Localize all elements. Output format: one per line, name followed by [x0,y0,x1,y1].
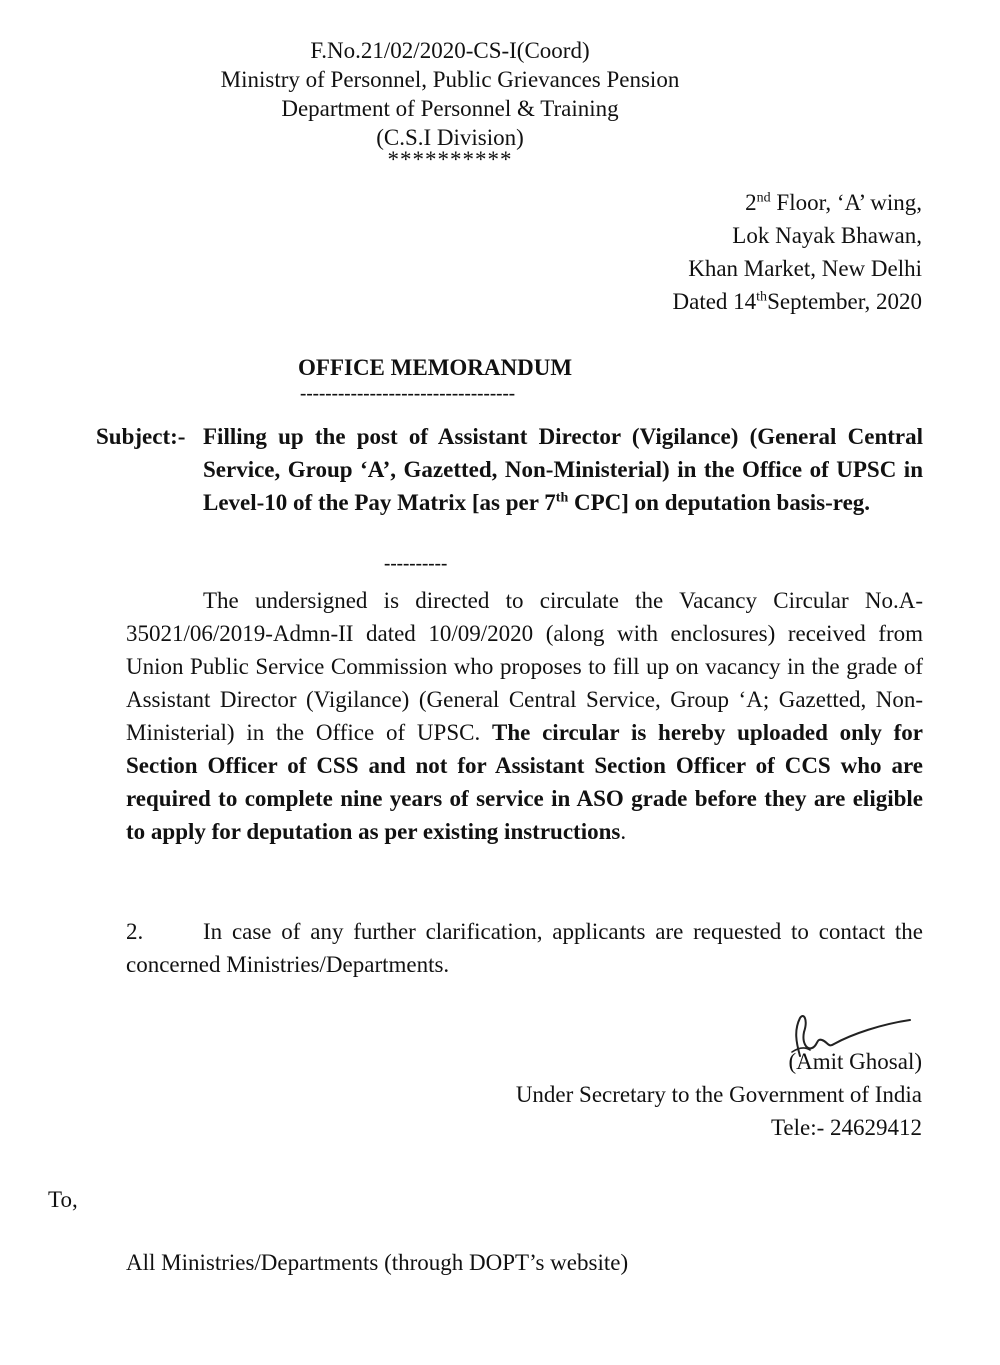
to-label: To, [48,1187,78,1212]
department-name: Department of Personnel & Training [281,96,619,121]
address-locality: Khan Market, New Delhi [688,256,922,281]
document-date: Dated 14thSeptember, 2020 [672,289,922,314]
ministry-name: Ministry of Personnel, Public Grievances Pension [220,67,680,92]
office-address [673,186,923,318]
recipient-line: All Ministries/Departments (through DOPT’s website) [126,1250,629,1275]
header-stars: ********** [387,147,513,172]
memo-title: OFFICE MEMORANDUM [298,355,573,380]
address-floor: 2nd Floor, ‘A’ wing, [745,190,922,215]
subject-text: Filling up the post of Assistant Director (Vigilance) (General Central Service, Group ‘A’, Gazetted, Non-Ministerial) in the Office of UPSC in Level-10 of the Pay Matrix [as per 7th CPC] on deputation basis-reg. [203,424,923,515]
signature-block [516,1045,922,1144]
signatory-designation: Under Secretary to the Government of India [515,1082,922,1107]
file-number: F.No.21/02/2020-CS-I(Coord) [310,38,590,63]
paragraph-1: The undersigned is directed to circulate the Vacancy Circular No.A-35021/06/2019-Admn-II dated 10/09/2020 (along with enclosures) received from Union Public Service Commission who proposes to fill up on vacancy in the grade of Assistant Director (Vigilance) (General Central Service, Group ‘A; Gazetted, Non-Ministerial) in the Office of UPSC. The circular is hereby uploaded only for Section Officer of CSS and not for Assistant Section Officer of CCS who are required to complete nine years of service in ASO grade before they are eligible to apply for deputation as per existing instructions. [126,588,923,844]
subject-label: Subject:- [96,424,186,449]
subject-underline: ---------- [384,553,448,574]
address-building: Lok Nayak Bhawan, [732,223,922,248]
signatory-name: (Amit Ghosal) [788,1049,922,1074]
paragraph-2: 2. In case of any further clarification, applicants are requested to contact the concerned Ministries/Departments. [126,919,923,977]
signatory-telephone: Tele:- 24629412 [770,1115,922,1140]
memo-title-underline: ---------------------------------- [300,383,516,404]
division-name: (C.S.I Division) [376,125,524,150]
document-header [0,36,900,172]
